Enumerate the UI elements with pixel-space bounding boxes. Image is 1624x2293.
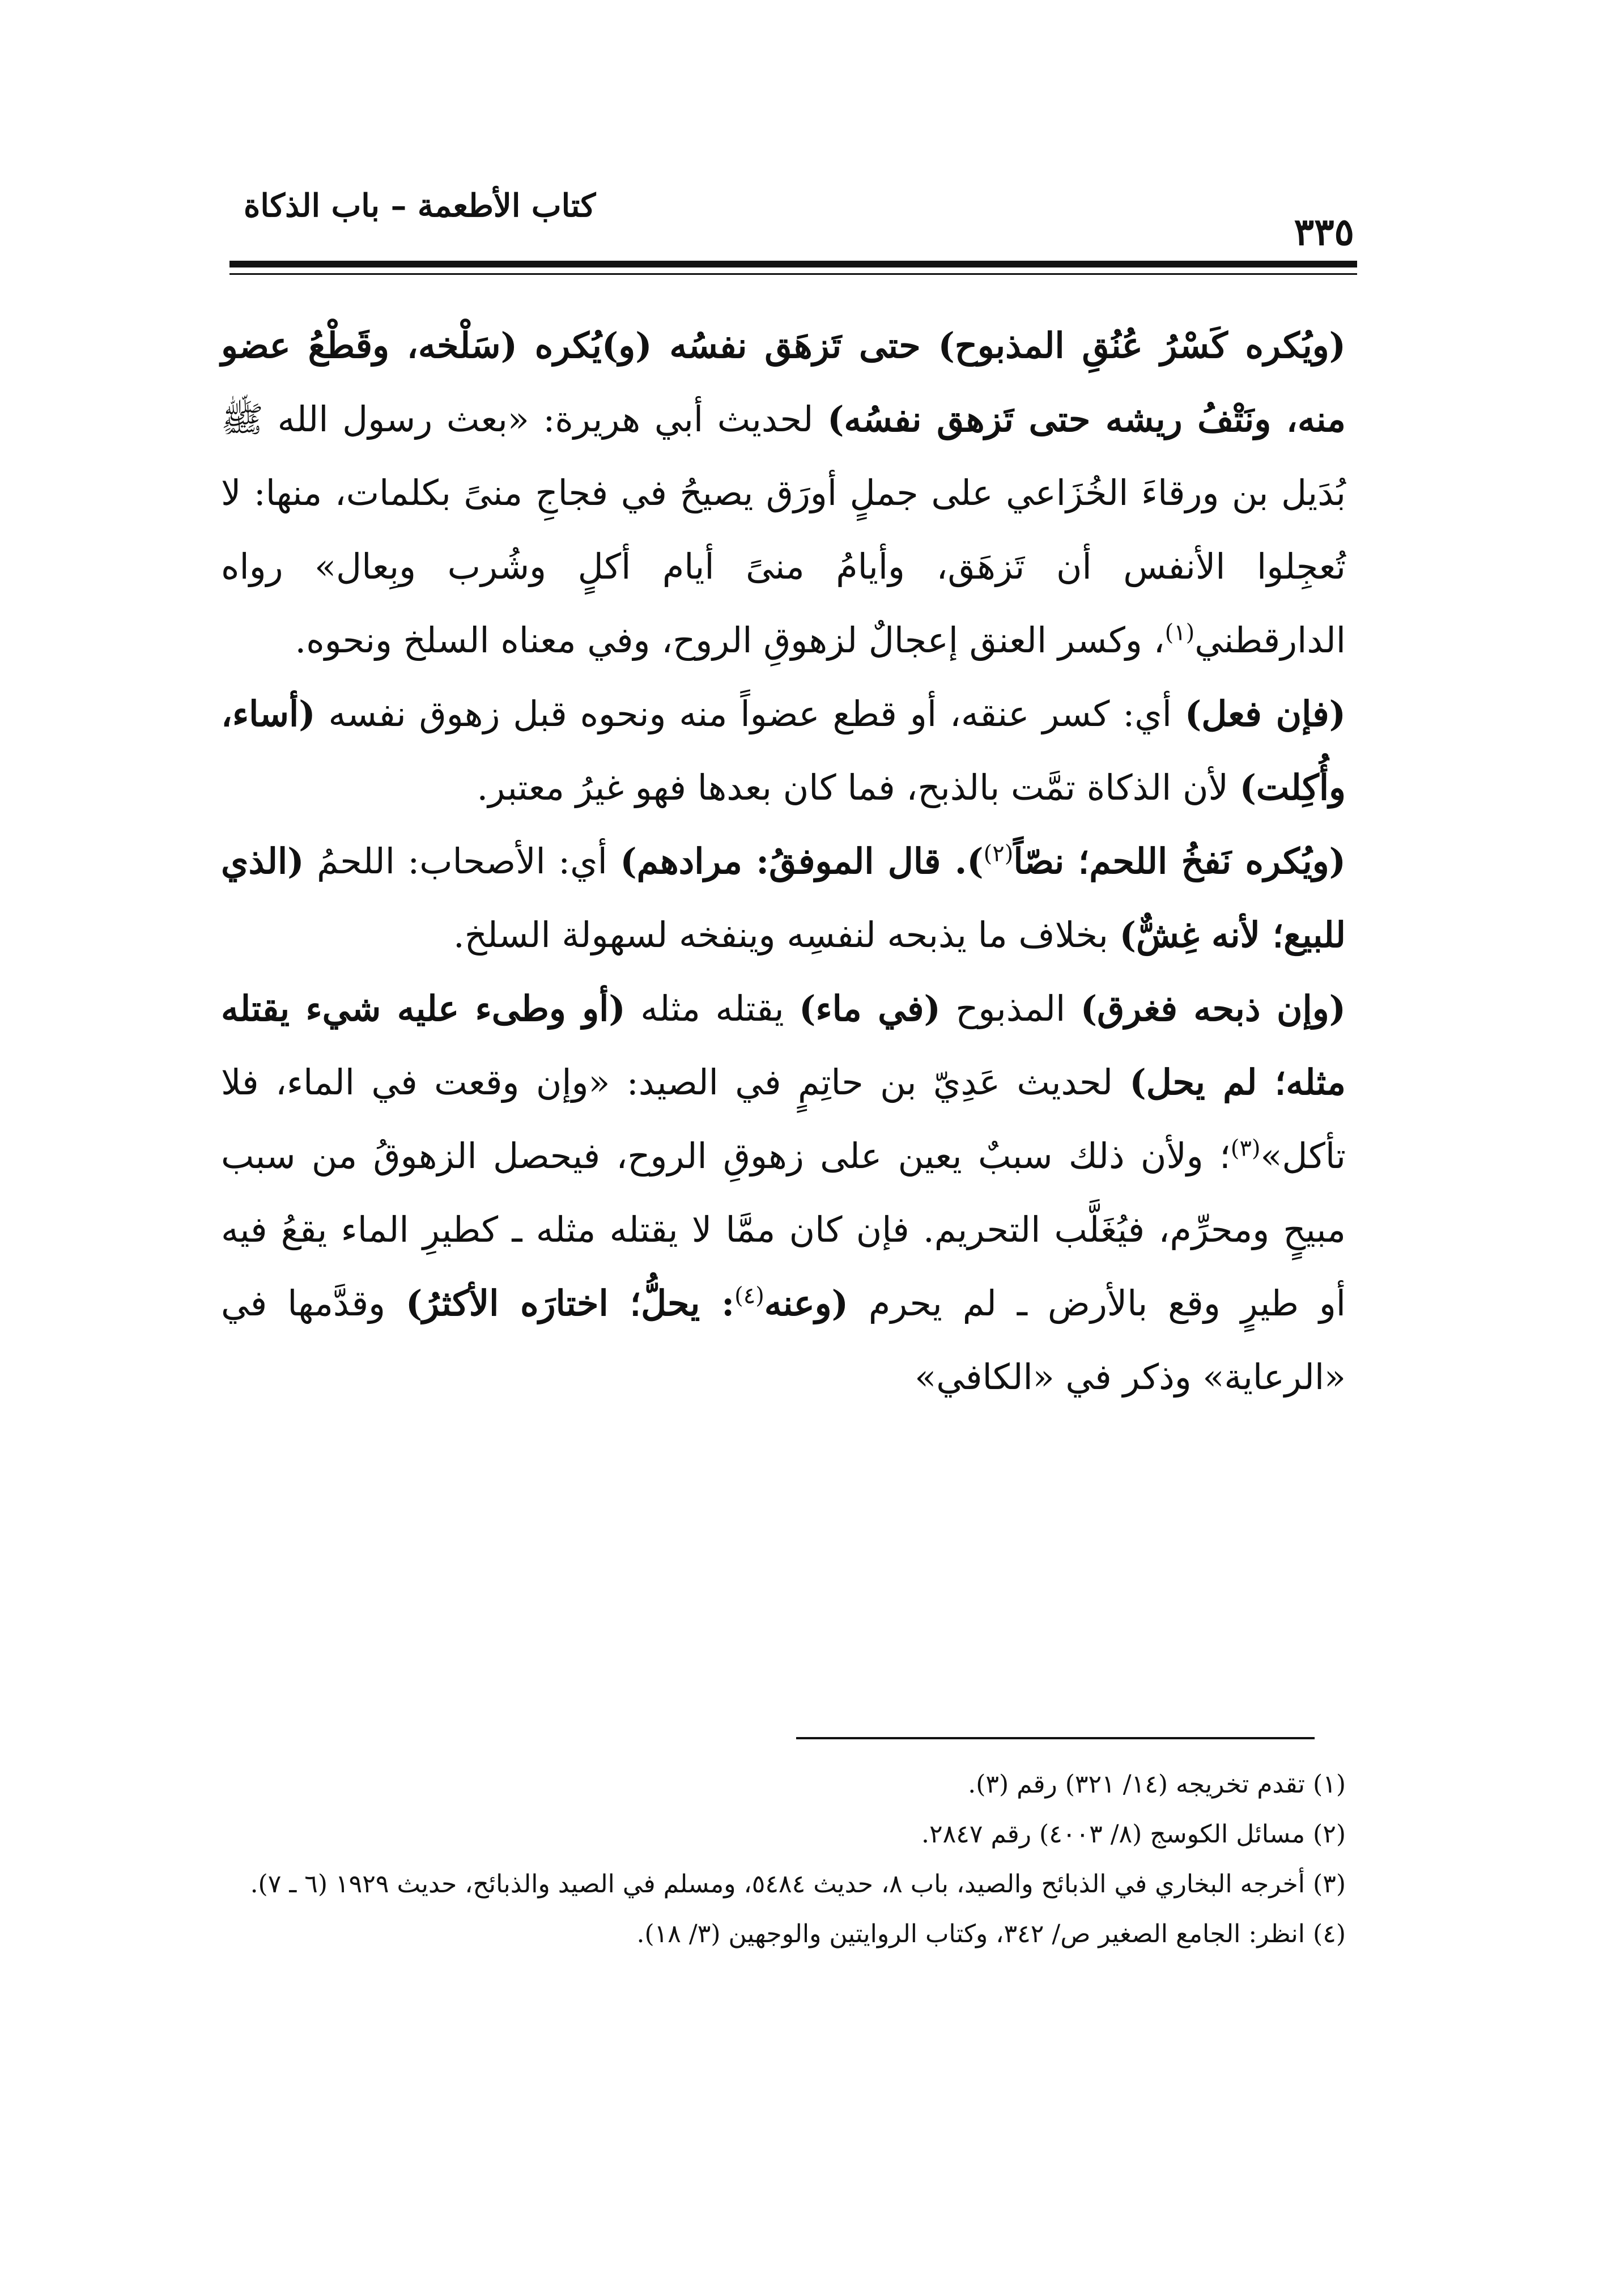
text-run: يقتله مثله — [625, 988, 800, 1029]
footnote-marker: (٤) — [734, 1283, 764, 1309]
text-run: أي: كسر عنقه، أو قطع عضواً منه ونحوه قبل زهوق نفسه — [315, 693, 1185, 734]
paragraph — [221, 825, 1346, 972]
text-run: أي: الأصحاب: اللحمُ — [304, 840, 620, 882]
text-run: وقدَّمها في «الرعاية» وذكر في «الكافي» — [221, 1283, 1346, 1398]
text-run: (وإن ذبحه فغرق) — [1080, 988, 1346, 1029]
footnote: (١) تقدم تخريجه (١٤/ ٣٢١) رقم (٣). — [968, 1770, 1346, 1799]
text-run: (الذي للبيع؛ لأنه غِشٌّ) — [221, 840, 1346, 956]
text-run: لحديث عَدِيّ بن حاتِمٍ في الصيد: «وإن وقعت في الماء، فلا تأكل» — [221, 1061, 1346, 1177]
header-rule-thick — [229, 261, 1357, 267]
text-run: ). قال الموفقُ: مرادهم) — [620, 840, 984, 882]
main-text — [221, 309, 1346, 1731]
text-run: (في ماء) — [799, 988, 941, 1029]
footnote-marker: (٣) — [1230, 1135, 1261, 1162]
text-run: لحديث أبي هريرة: «بعث رسول الله ﷺ بُدَيل بن ورقاءَ الخُزَاعي على جملٍ أورَق يصيحُ في فجاجِ منىً بكلمات، منها: لا تُعجِلوا الأنفس أن تَزهَق، وأيامُ منىً أيام أكلٍ وشُرب وبِعال» رواه الدارقطني — [221, 398, 1346, 661]
text-run: (ويُكره نَفخُ اللحم؛ نصّاً — [1013, 840, 1346, 882]
header-rule-thin — [229, 273, 1357, 275]
running-header — [244, 187, 1354, 254]
text-run: المذبوح — [940, 988, 1081, 1029]
text-run: (ويُكره كَسْرُ عُنُقِ المذبوح) حتى تَزهَق نفسُه (و)يُكره (سَلْخه، وقَطْعُ عضو منه، ونَتْفُ ريشه حتى تَزهق نفسُه) — [221, 325, 1346, 440]
footnote-marker: (٢) — [983, 840, 1014, 867]
text-run: (أو وطىء عليه شيء يقتله مثله؛ لم يحل) — [221, 988, 1346, 1103]
text-run: بخلاف ما يذبحه لنفسِه وينفخه لسهولة السلخ. — [453, 914, 1120, 956]
text-run: ، وكسر العنق إعجالٌ لزهوقِ الروح، وفي معناه السلخ ونحوه. — [295, 619, 1165, 661]
text-run: ؛ ولأن ذلك سببٌ يعين على زهوقِ الروح، فيحصل الزهوقُ من سبب مبيحٍ ومحرِّم، فيُغَلَّب التحريم. فإن كان ممَّا لا يقتله مثله ـ كطيرِ الماء يقعُ فيه أو طيرٍ وقع بالأرض ـ لم يحرم — [221, 1135, 1346, 1324]
footnote: (٢) مسائل الكوسج (٨/ ٤٠٠٣) رقم ٢٨٤٧. — [921, 1820, 1346, 1849]
footnote-marker: (١) — [1164, 619, 1195, 646]
paragraph — [221, 972, 1346, 1414]
footnote-separator — [796, 1737, 1315, 1739]
running-title: كتاب الأطعمة – باب الذكاة — [244, 187, 596, 224]
text-run: لأن الذكاة تمَّت بالذبح، فما كان بعدها فهو غيرُ معتبر. — [477, 767, 1240, 808]
text-run: (أساء، وأُكِلت) — [221, 693, 1346, 808]
footnote: (٣) أخرجه البخاري في الذبائح والصيد، باب ٨، حديث ٥٤٨٤، ومسلم في الصيد والذبائح، حديث ١٩٢٩ (٦ ـ ٧). — [250, 1870, 1346, 1899]
footnotes — [204, 1760, 1346, 2020]
paragraph — [221, 677, 1346, 825]
page-number: ٣٣٥ — [1294, 210, 1354, 254]
text-run: : يحلُّ؛ اختارَه الأكثرُ) — [405, 1283, 735, 1324]
text-run: (فإن فعل) — [1184, 693, 1346, 734]
paragraph — [221, 309, 1346, 677]
footnote: (٤) انظر: الجامع الصغير ص/ ٣٤٢، وكتاب الروايتين والوجهين (٣/ ١٨). — [636, 1920, 1346, 1948]
text-run: (وعنه — [764, 1283, 849, 1324]
